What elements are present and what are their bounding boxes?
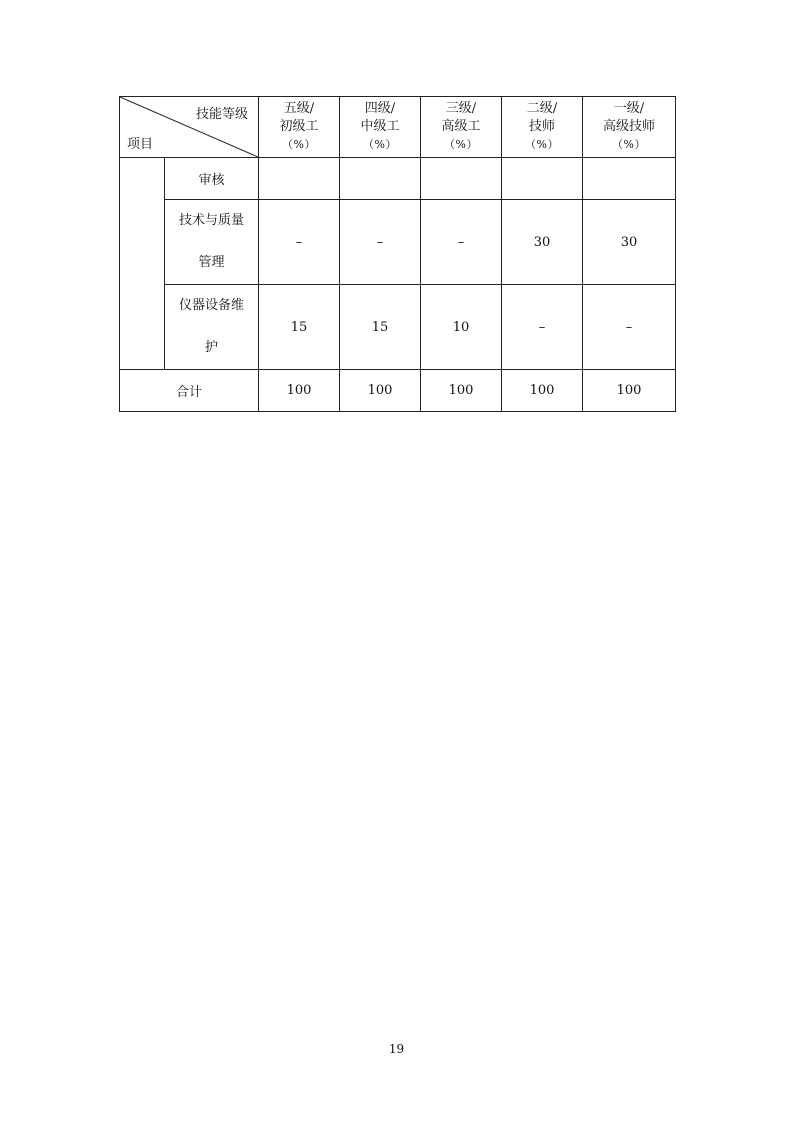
level-header-unit: （%） (444, 138, 478, 151)
value-cell (502, 158, 583, 200)
value-cell: 30 (502, 200, 583, 285)
table-row (120, 285, 676, 370)
value-cell: – (583, 285, 676, 370)
value-cell: – (421, 200, 502, 285)
level-header-line1: 五级/ (283, 101, 315, 116)
item-label-cell (165, 200, 259, 285)
table-row (120, 158, 676, 200)
level-header-3 (421, 97, 502, 158)
value-cell (340, 158, 421, 200)
level-header-unit: （%） (363, 138, 397, 151)
value-cell: 15 (340, 285, 421, 370)
item-label-line1: 仪器设备维 (178, 298, 244, 313)
total-label: 合计 (120, 370, 259, 412)
level-header-line2: 初级工 (279, 119, 319, 134)
value-cell (421, 158, 502, 200)
item-label-line2: 护 (204, 340, 218, 355)
diagonal-header-cell (120, 97, 259, 158)
page-number: 19 (388, 1042, 405, 1056)
total-row (120, 370, 676, 412)
level-header-line1: 四级/ (364, 101, 396, 116)
item-label: 审核 (198, 173, 225, 188)
item-header: 项目 (127, 137, 154, 152)
level-header-1 (583, 97, 676, 158)
value-cell (259, 158, 340, 200)
item-label-cell (165, 285, 259, 370)
level-header-line1: 一级/ (613, 101, 645, 116)
item-label-line2: 管理 (198, 255, 225, 270)
value-cell: 15 (259, 285, 340, 370)
value-cell: 30 (583, 200, 676, 285)
value-cell: 10 (421, 285, 502, 370)
skill-level-header: 技能等级 (195, 107, 248, 122)
category-cell-blank (120, 158, 165, 370)
item-label-line1: 技术与质量 (178, 213, 244, 228)
level-header-unit: （%） (612, 138, 646, 151)
level-header-line2: 高级工 (441, 119, 481, 134)
table-row (120, 200, 676, 285)
total-value-cell: 100 (259, 370, 340, 412)
total-value-cell: 100 (340, 370, 421, 412)
level-header-line1: 二级/ (526, 101, 558, 116)
total-value-cell: 100 (421, 370, 502, 412)
total-value-cell: 100 (502, 370, 583, 412)
level-header-line2: 高级技师 (602, 119, 655, 134)
level-header-line1: 三级/ (445, 101, 477, 116)
value-cell: – (502, 285, 583, 370)
level-header-line2: 技师 (528, 119, 555, 134)
level-header-line2: 中级工 (360, 119, 400, 134)
level-header-5 (259, 97, 340, 158)
level-header-4 (340, 97, 421, 158)
value-cell: – (259, 200, 340, 285)
level-header-2 (502, 97, 583, 158)
level-header-unit: （%） (282, 138, 316, 151)
skill-weight-table (119, 96, 676, 412)
item-label-cell (165, 158, 259, 200)
table-header-row (120, 97, 676, 158)
value-cell: – (340, 200, 421, 285)
value-cell (583, 158, 676, 200)
level-header-unit: （%） (525, 138, 559, 151)
total-value-cell: 100 (583, 370, 676, 412)
